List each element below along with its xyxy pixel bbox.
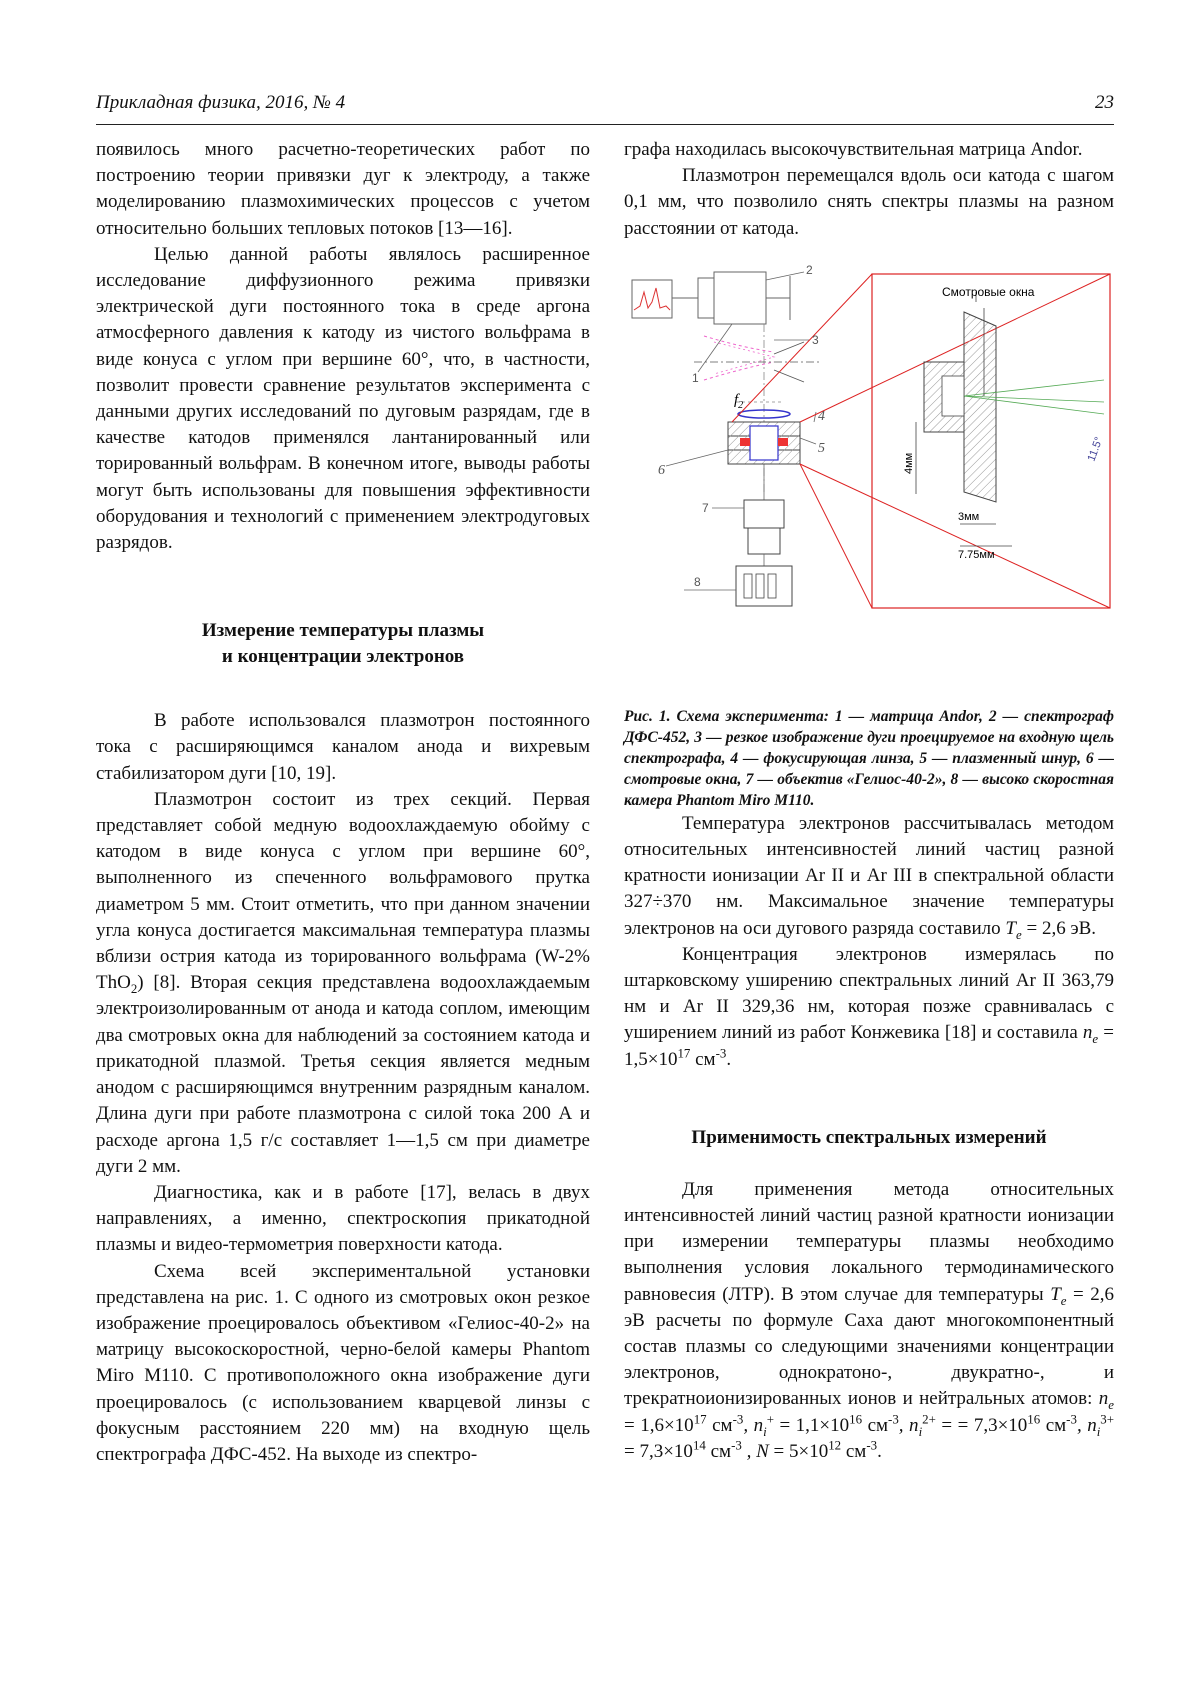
section-heading-line-1: Измерение температуры плазмы — [201, 620, 485, 642]
section-heading-measurement — [96, 618, 590, 670]
label-f2: $f_2$ — [734, 391, 744, 411]
paragraph-goal: Целью данной работы являлось расширенное исследование диффузионного режима привязки электрической дуги постоянного тока в среде аргона атмосферного давления к катоду из чистого вольфрама в виде конуса с углом при вершине 60°, что, в частности, позволит провести сравнение результатов эксперимента с данными других исследований по дуговым разрядам, где в качестве катодов применялся лантанированный или торированный вольфрам. В конечном итоге, выводы работы могут быть использованы для повышения эффективности оборудования и технологий с применением электродуговых разрядов. — [96, 243, 590, 554]
section-heading-line-2: и концентрации электронов — [221, 646, 465, 668]
label-3: 3 — [812, 332, 819, 347]
paragraph-sections: Плазмотрон состоит из трех секций. Первая представляет собой медную водоохлаждаемую обойму с катодом в виде конуса с углом при вершине 60°, выполненного из спеченного вольфрамового прутка диаметром 5 мм. Стоит отметить, что при данном значении угла конуса достигается максимальная температура плазмы вблизи острия катода из торированного вольфрама (W-2% ThO$_2$) [8]. Вторая секция представлена водоохлаждаемым электроизолированным от анода и катода соплом, имеющим два смотровых окна для наблюдений за состоянием катода и прикатодной плазмой. Третья секция является медным анодом с расширяющимся внутренним разрядным каналом. Длина дуги при работе плазмотрона с силой тока 200 А и расходе аргона 1,5 г/с составляет 1—1,5 см при диаметре дуги 2 мм. — [96, 788, 590, 1177]
paragraph-intro: появилось много расчетно-теоретических работ по построению теории привязки дуг к электроду, а также моделированию плазмохимических процессов с учетом относительно больших тепловых потоков [13—16]. — [96, 139, 590, 239]
label-7-75mm: 7.75мм — [958, 548, 995, 561]
journal-title: Прикладная физика, 2016, № 4 — [96, 92, 346, 113]
paragraph-continued: графа находилась высокочувствительная матрица Andor. — [624, 139, 1083, 160]
label-7: 7 — [702, 500, 709, 515]
paragraph-movement: Плазмотрон перемещался вдоль оси катода с шагом 0,1 мм, что позволило снять спектры плазмы на разном расстоянии от катода. — [624, 165, 1114, 239]
caption-prefix: Рис. 1. — [624, 707, 671, 725]
paragraph-temperature: Температура электронов рассчитывалась методом относительных интенсивностей линий частиц разной кратности ионизации Ar II и Ar III в спектральной области 327÷370 нм. Максимальное значение температуры электронов на оси дугового разряда составило $T_e = 2,6$ эВ. — [624, 812, 1114, 942]
left-column — [96, 137, 590, 1468]
page-number: 23 — [1095, 92, 1114, 113]
paragraph-plasmatron: В работе использовался плазмотрон постоянного тока с расширяющимся каналом анода и вихревым стабилизатором дуги [10, 19]. — [96, 710, 590, 784]
paragraph-diagnostics: Диагностика, как и в работе [17], велась в двух направлениях, а именно, спектроскопия прикатодной плазмы и видео-термометрия поверхности катода. — [96, 1181, 590, 1256]
label-4mm: 4мм — [903, 452, 915, 474]
experiment-schematic — [624, 262, 1114, 692]
section-heading-applicability: Применимость спектральных измерений — [691, 1126, 1047, 1148]
spectrograph-box — [714, 272, 766, 324]
right-column — [624, 137, 1114, 1465]
paragraph-concentration: Концентрация электронов измерялась по штарковскому уширению спектральных линий Ar II 363,79 нм и Ar II 329,36 нм, которая позже сравнивалась с уширением линий из работ Конжевика [18] и составила $n_e = 1,5\times 10^{17}$ $см^{-3}$. — [624, 943, 1114, 1070]
helios-lens — [744, 500, 784, 528]
label-1: 1 — [692, 370, 699, 385]
paragraph-scheme: Схема всей экспериментальной установки представлена на рис. 1. С одного из смотровых окон резкое изображение проецировалось объективом «Гелиос-40-2» на матрицу высокоскоростной, черно-белой камеры Phantom Miro M110. С противоположного окна изображение дуги проецировалось (с использованием кварцевой линзы с фокусным расстоянием 220 мм) на входную щель спектрографа ДФС-452. На выходе из спектро- — [96, 1260, 590, 1465]
paragraph-applicability: Для применения метода относительных интенсивностей линий частиц разной кратности ионизации при измерении температуры плазмы необходимо выполнения условия локального термодинамического равновесия (ЛТР). В этом случае для температуры $T_e = 2,6$ эВ расчеты по формуле Саха дают многокомпонентный состав плазмы со следующими значениями концентрации электронов, однократоно-, двукратно-, и трекратноионизированных ионов и нейтральных атомов: $n_e = 1,6\times 10^{17}$ $см^{-3}$, $n_i^+ = 1,1\times 10^{16}$ $см^{-3}$, $n_i^{2+}$ = = $7,3\times 10^{16}$ $см^{-3}$, $n_i^{3+} = 7,3\times 10^{14}$ $см^{-3}$ , $N = 5\times 10^{12}$ $см^{-3}$. — [624, 1178, 1115, 1462]
label-4: 4 — [818, 408, 825, 424]
label-8: 8 — [694, 574, 701, 589]
spectrum-trace — [634, 288, 670, 310]
label-viewing-windows: Смотровые окна — [942, 284, 1035, 299]
caption-text: Схема эксперимента: 1 — матрица Andor, 2 — спектрограф ДФС-452, 3 — резкое изображение дуги проецируемое на входную щель спектрографа, 4 — фокусирующая линза, 5 — плазменный шнур, 6 — смотровые окна, 7 — объектив «Гелиос-40-2», 8 — высоко скоростная камера Phantom Miro M110. — [624, 707, 1114, 809]
running-header — [96, 92, 1114, 122]
label-5: 5 — [818, 440, 825, 456]
figure-caption — [624, 706, 1114, 811]
figure-1 — [624, 262, 1114, 692]
label-2: 2 — [806, 262, 813, 277]
label-angle: 11.5° — [1085, 435, 1106, 463]
label-6: 6 — [658, 462, 665, 478]
label-3mm: 3мм — [958, 510, 980, 523]
andor-matrix-box — [632, 280, 672, 318]
header-rule — [96, 124, 1114, 125]
